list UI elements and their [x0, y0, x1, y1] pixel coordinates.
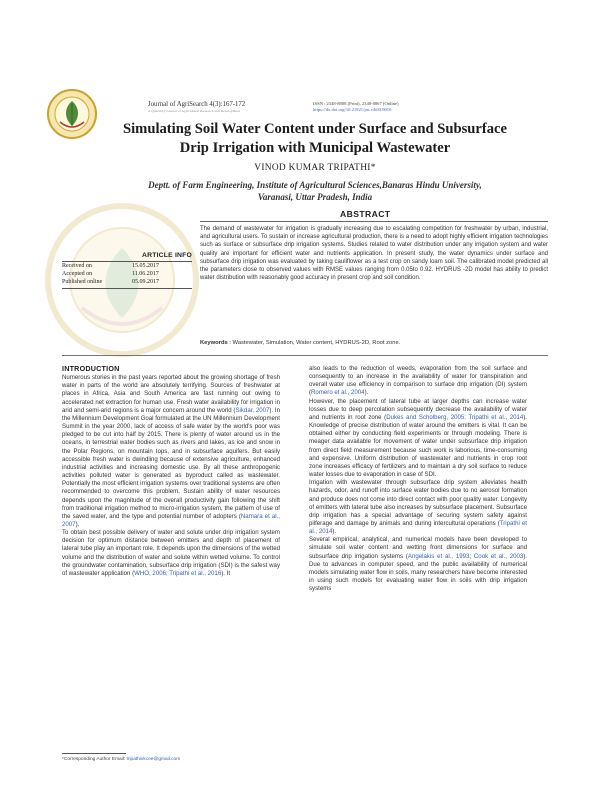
journal-name: Journal of AgriSearch 4(3):167-172: [148, 101, 246, 108]
article-info-box: [62, 252, 192, 289]
keywords-label: Keywords: [200, 340, 228, 346]
keywords-line: [200, 340, 548, 346]
paragraph-text: ).: [332, 528, 337, 536]
body-paragraph: [309, 479, 527, 536]
affiliation-line-2: Varanasi, Uttar Pradesh, India: [257, 192, 373, 203]
footnote-label: *Corresponding Author Email:: [62, 757, 127, 762]
body-paragraph: [309, 536, 527, 593]
paragraph-text: Numerous stories in the past years reported about the growing shortage of fresh water in parts of the world are absolutely terrifying. Sources of freshwater at places in Africa, Asia and South America are fast running out owing to accelerated net extraction for human use. Fresh water availability for irrigation in arid and semi-arid regions is a major concern around the world (: [62, 374, 280, 414]
corresponding-author-footnote: [62, 757, 180, 762]
paragraph-text: However, the placement of lateral tube at larger depths can increase water losses due to deep percolation subsequently decrease the availability of water and nutrients in root zone (: [309, 397, 527, 421]
article-info-table: [62, 263, 192, 287]
journal-citation: [148, 101, 245, 113]
citation-link[interactable]: Romero et al., 2004: [311, 389, 365, 397]
doi-link[interactable]: https://dx.doi.org/10.21921/jas.v4i03.9016: [313, 107, 392, 113]
paragraph-text: ). Knowledge of precise distribution of water around the emitters is vital. It can be obtained either by conducting field experiments or through modeling. There is meager data available for movement of water under subsurface drip irrigation from direct field measurement because such work is laborious, time-consuming and expensive. Uniform distribution of wastewater and nutrients in crop root zone increases efficacy of fertilizers and to maintain a dry soil surface to reduce water losses due to evaporation in case of SDI.: [309, 413, 527, 479]
citation-link[interactable]: Dukes and Scholberg, 2005; Tripathi et al., 2014: [386, 413, 524, 421]
paragraph-text: also leads to the reduction of weeds, evaporation from the soil surface and consequently to an increase in the availability of water for transpiration and overall water use efficiency in comparison to surface drip irrigation (DI) system (: [309, 365, 527, 397]
author-name: VINOD KUMAR TRIPATHI*: [254, 163, 376, 173]
citation-link[interactable]: Namara et al., 2007: [62, 512, 280, 528]
paragraph-text: ). Due to advances in computer speed, and the public availability of numerical models simulating water flow in soils, many researchers have become interested in using such models for evaluating water flow in soils with drip irrigation systems: [309, 552, 527, 593]
paragraph-text: ). In the Millennium Development Goal formulated at the UN Millennium Development Summit in the year 2000, lack of access of safe water by the world's poor was pledged to be cut into half by 2015. There is plenty of water around us in the oceans, in terrestrial water bodies such as rivers and lakes, as ice and snow in the Polar Regions, on mountain tops, and in subsurface aquifers. But easily accessible fresh water is dwindling because of extensive agriculture, enhanced industrial activities and increasing domestic use. By all these anthropogenic activities polluted water is generated as byproduct called as wastewater. Potentially the most efficient irrigation systems over traditional systems are often recommended to overcome this problem. Sustain ability of water resources depends upon the magnitude of the overall productivity gain following the shift from traditional irrigation method to micro-irrigation system, the pattern of use of the saved water, and the type and potential number of adopters (: [62, 406, 280, 520]
title-line-2: Drip Irrigation with Municipal Wastewater: [179, 140, 451, 156]
abstract-divider: [200, 221, 548, 222]
paper-title: [80, 120, 550, 158]
abstract-text: The demand of wastewater for irrigation is gradually increasing due to escalating competition for freshwater by urban, industrial, and agricultural users. To sustain or increase agricultural production, there is a need to adopt highly efficient irrigation technologies such as surface or subsurface drip irrigation systems. Studies related to water distribution under any irrigation system and water quality are important for efficient water and nutrients application. In present study, the water dynamics under surface and subsurface drip irrigation was evaluated by taking cauliflower as a test crop on sandy loam soil. The calibrated model predicted all the parameters close to observed values with RMSE values ranging from 0.05to 0.92. HYDRUS -2D model has ability to predict water distribution with reasonably good accuracy in present crop and soil condition.: [200, 226, 548, 282]
article-info-row: [62, 263, 192, 271]
body-paragraph: [309, 365, 527, 398]
published-label: Published online: [62, 279, 103, 286]
article-info-divider: [62, 287, 192, 289]
paragraph-text: Irrigation with wastewater through subsurface drip system alleviates health hazards, odor, and runoff into surface water bodies due to no aerosol formation and produce does not come into direct contact with poor quality water. Longevity of emitters with lateral tube also increases by subsurface placement. Subsurface drip irrigation has a special advantage of securing system safety against pilferage and damage by animals and during intercultural operations (: [309, 479, 527, 527]
paragraph-text: Several empirical, analytical, and numerical models have been developed to simulate soil water content and wetting front dimensions for surface and subsurface drip irrigation systems (: [309, 536, 527, 560]
body-column-left: [62, 365, 280, 578]
citation-link[interactable]: Sikdar, 2007: [235, 406, 270, 414]
paragraph-text: ).: [364, 389, 369, 397]
article-info-row: [62, 279, 192, 287]
received-value: 15.05.2017: [132, 263, 159, 270]
article-info-heading: ARTICLE INFO: [62, 252, 192, 262]
paragraph-text: ). It: [221, 569, 231, 577]
section-divider: [62, 355, 548, 356]
journal-subtitle: A Quarterly Journal of Agricultural Research and Development: [148, 109, 240, 113]
affiliation-line-1: Deptt. of Farm Engineering, Institute of Agricultural Sciences,Banaras Hindu University,: [148, 180, 482, 190]
accepted-value: 11.06.2017: [132, 271, 159, 278]
citation-link[interactable]: WHO, 2006; Tripathi et al., 2016: [134, 569, 222, 577]
body-paragraph: [309, 398, 527, 480]
article-info-row: [62, 271, 192, 279]
body-paragraph: [62, 529, 280, 578]
introduction-heading: INTRODUCTION: [62, 364, 120, 373]
footnote-divider: [62, 753, 126, 754]
issn-block: [313, 101, 399, 113]
published-value: 05.09.2017: [132, 279, 159, 286]
received-label: Received on: [62, 263, 92, 270]
body-column-right: [309, 365, 527, 593]
paragraph-text: To obtain best possible delivery of water and solute under drip irrigation system decision for optimum distance between emitters and depth of placement of lateral tube play an important role. It depends upon the dimensions of the wetted volume and the distribution of water and solute within wetted volume. To control the groundwater contamination, subsurface drip irrigation (SDI) is the safest way of wastewater application (: [62, 529, 280, 577]
accepted-label: Accepted on: [62, 271, 93, 278]
abstract-heading: ABSTRACT: [340, 209, 391, 219]
author-email-link[interactable]: tripathivkcee@gmail.com: [126, 757, 181, 762]
paragraph-text: ).: [75, 520, 80, 528]
citation-link[interactable]: Tripathi et al., 2014: [309, 519, 527, 536]
keywords-text: : Wastewater, Simulation, Water content, HYDRUS-2D, Root zone.: [227, 340, 401, 346]
body-paragraph: [62, 374, 280, 529]
issn-line: ISSN : 2348-8808 (Print), 2348-8867 (Online): [313, 101, 399, 106]
citation-link[interactable]: Angelakis et al., 1993; Cook et al., 2003: [407, 552, 524, 560]
title-line-1: Simulating Soil Water Content under Surface and Subsurface: [123, 121, 507, 137]
